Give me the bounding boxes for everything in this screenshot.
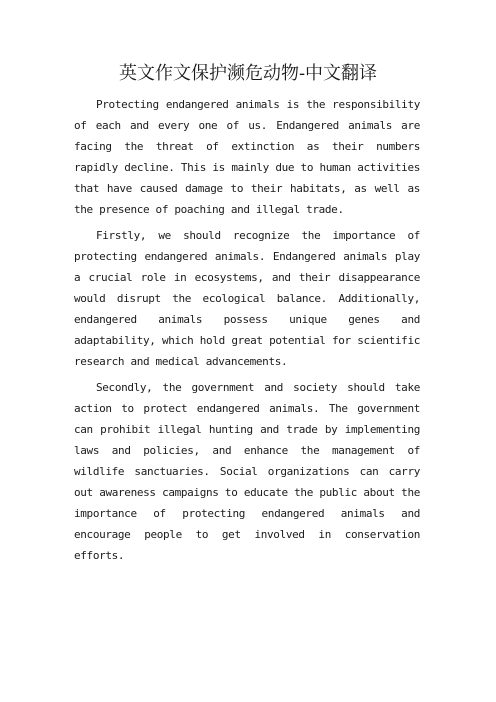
paragraph-firstly: Firstly, we should recognize the importance of protecting endangered animals. Endangered animals play a crucial role in ecosystems, and their disappearance would disrupt the ecological balance. Additionally, endangered animals possess unique genes and adaptability, which hold great potential for scientific research and medical advancements. xyxy=(74,229,420,368)
document-title: 英文作文保护濒危动物-中文翻译 xyxy=(118,63,378,84)
document-body xyxy=(74,94,420,571)
paragraph-intro: Protecting endangered animals is the responsibility of each and every one of us. Endangered animals are facing the threat of extinction as their numbers rapidly decline. This is mainly due to human activities that have caused damage to their habitats, as well as the presence of poaching and illegal trade. xyxy=(74,98,420,216)
paragraph-secondly: Secondly, the government and society should take action to protect endangered animals. The government can prohibit illegal hunting and trade by implementing laws and policies, and enhance the management of wildlife sanctuaries. Social organizations can carry out awareness campaigns to educate the public about the importance of protecting endangered animals and encourage people to get involved in conservation efforts. xyxy=(74,381,420,562)
